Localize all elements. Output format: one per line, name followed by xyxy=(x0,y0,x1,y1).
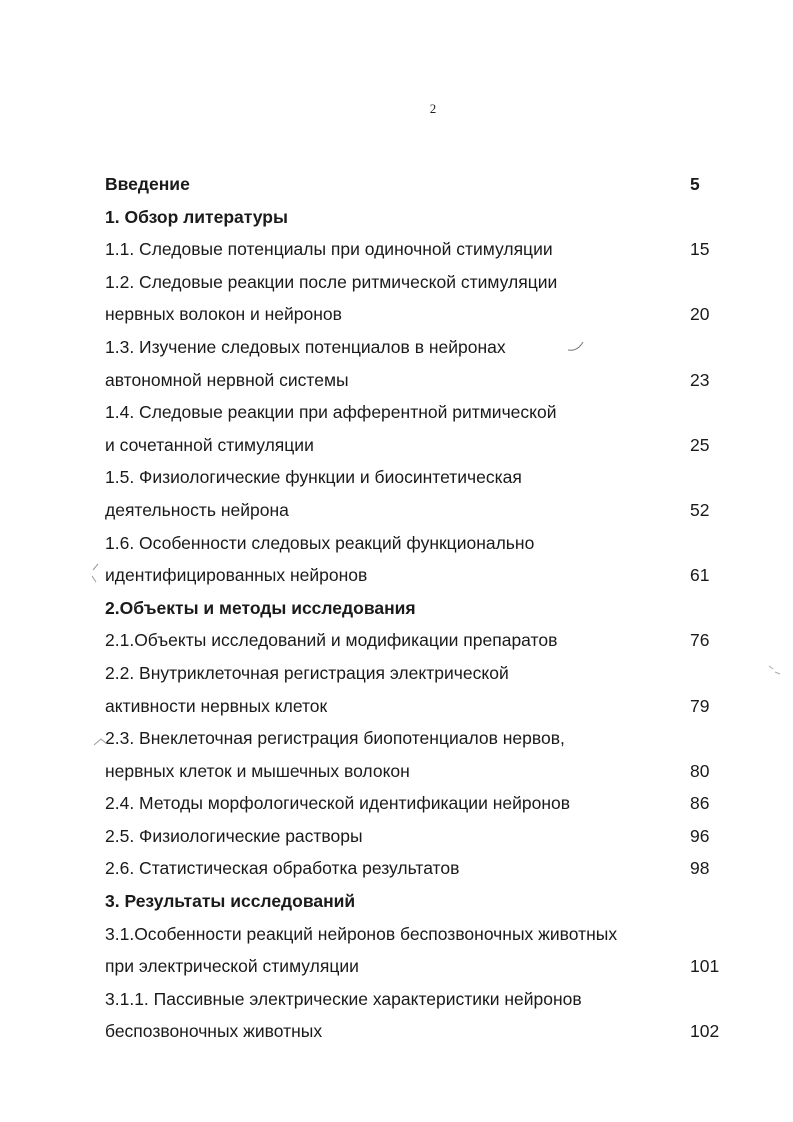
toc-line xyxy=(0,429,793,462)
toc-entry-title: 2.1.Объекты исследований и модификации препаратов xyxy=(105,630,558,651)
toc-entry-page: 86 xyxy=(690,793,710,814)
toc-line xyxy=(0,690,793,723)
toc-entry-page: 23 xyxy=(690,369,710,390)
toc-line xyxy=(0,1015,793,1048)
toc-entry-page: 52 xyxy=(690,499,710,520)
page-number: 2 xyxy=(429,101,437,116)
toc-entry-title: нервных волокон и нейронов xyxy=(105,304,342,325)
toc-entry-title: идентифицированных нейронов xyxy=(105,565,368,586)
toc-entry-title: 1.5. Физиологические функции и биосинтетическая xyxy=(105,467,522,488)
toc-entry-page: 79 xyxy=(690,695,710,716)
toc-entry-page: 5 xyxy=(690,174,700,194)
toc-entry-title: 2.4. Методы морфологической идентификации нейронов xyxy=(105,793,571,814)
toc-line xyxy=(0,885,793,918)
toc-line xyxy=(0,331,793,364)
toc-line xyxy=(0,983,793,1016)
toc-entry-title: автономной нервной системы xyxy=(105,369,349,390)
toc-entry-title: нервных клеток и мышечных волокон xyxy=(105,760,410,781)
toc-entry-title: 1.6. Особенности следовых реакций функционально xyxy=(105,532,535,553)
toc-line xyxy=(0,168,793,201)
toc-entry-page: 102 xyxy=(690,1021,720,1042)
toc-entry-page: 101 xyxy=(690,956,720,977)
toc-line xyxy=(0,364,793,397)
toc-line xyxy=(0,852,793,885)
toc-entry-title: 3.1.1. Пассивные электрические характеристики нейронов xyxy=(105,988,582,1009)
toc-entry-title: 2.6. Статистическая обработка результатов xyxy=(105,858,460,879)
toc-entry-page: 61 xyxy=(690,565,710,586)
toc-line xyxy=(0,396,793,429)
toc-entry-page: 15 xyxy=(690,239,710,260)
toc-entry-title: 3.1.Особенности реакций нейронов беспозвоночных животных xyxy=(105,923,618,944)
toc-line xyxy=(0,559,793,592)
toc-line xyxy=(0,298,793,331)
toc-entry-page: 25 xyxy=(690,434,710,455)
toc-line xyxy=(0,461,793,494)
toc-line xyxy=(0,266,793,299)
table-of-contents xyxy=(0,168,793,1048)
toc-line xyxy=(0,820,793,853)
toc-entry-title: беспозвоночных животных xyxy=(105,1021,323,1042)
toc-entry-title: 2.5. Физиологические растворы xyxy=(105,825,363,846)
toc-entry-title: активности нервных клеток xyxy=(105,695,328,716)
toc-entry-title: 2.Объекты и методы исследования xyxy=(105,597,416,618)
toc-entry-title: при электрической стимуляции xyxy=(105,956,359,977)
toc-entry-page: 80 xyxy=(690,760,710,781)
toc-entry-title: 1. Обзор литературы xyxy=(105,206,288,227)
toc-entry-title: 1.1. Следовые потенциалы при одиночной стимуляции xyxy=(105,239,553,260)
toc-line xyxy=(0,494,793,527)
toc-entry-page: 96 xyxy=(690,825,710,846)
toc-line xyxy=(0,527,793,560)
toc-line xyxy=(0,592,793,625)
toc-entry-title: и сочетанной стимуляции xyxy=(105,434,314,455)
scan-mark-left-2 xyxy=(92,735,110,749)
toc-entry-title: 3. Результаты исследований xyxy=(105,891,356,912)
toc-entry-title: 2.2. Внутриклеточная регистрация электрической xyxy=(105,662,509,683)
toc-entry-title: 1.4. Следовые реакции при афферентной ритмической xyxy=(105,402,557,423)
toc-entry-title: 1.3. Изучение следовых потенциалов в нейронах xyxy=(105,336,506,357)
toc-line xyxy=(0,755,793,788)
toc-line xyxy=(0,918,793,951)
scan-mark-stroke xyxy=(566,338,586,354)
toc-line xyxy=(0,201,793,234)
toc-entry-title: деятельность нейрона xyxy=(105,499,289,520)
toc-entry-title: Введение xyxy=(105,174,190,194)
toc-line xyxy=(0,624,793,657)
scan-mark-right xyxy=(765,660,785,680)
toc-entry-page: 76 xyxy=(690,630,710,651)
toc-entry-title: 1.2. Следовые реакции после ритмической стимуляции xyxy=(105,271,558,292)
toc-entry-page: 20 xyxy=(690,304,710,325)
toc-line xyxy=(0,950,793,983)
toc-entry-title: 2.3. Внеклеточная регистрация биопотенциалов нервов, xyxy=(105,728,565,749)
toc-line xyxy=(0,722,793,755)
toc-line xyxy=(0,657,793,690)
scan-mark-left-1 xyxy=(88,560,102,590)
toc-entry-page: 98 xyxy=(690,858,710,879)
toc-line xyxy=(0,787,793,820)
toc-line xyxy=(0,233,793,266)
